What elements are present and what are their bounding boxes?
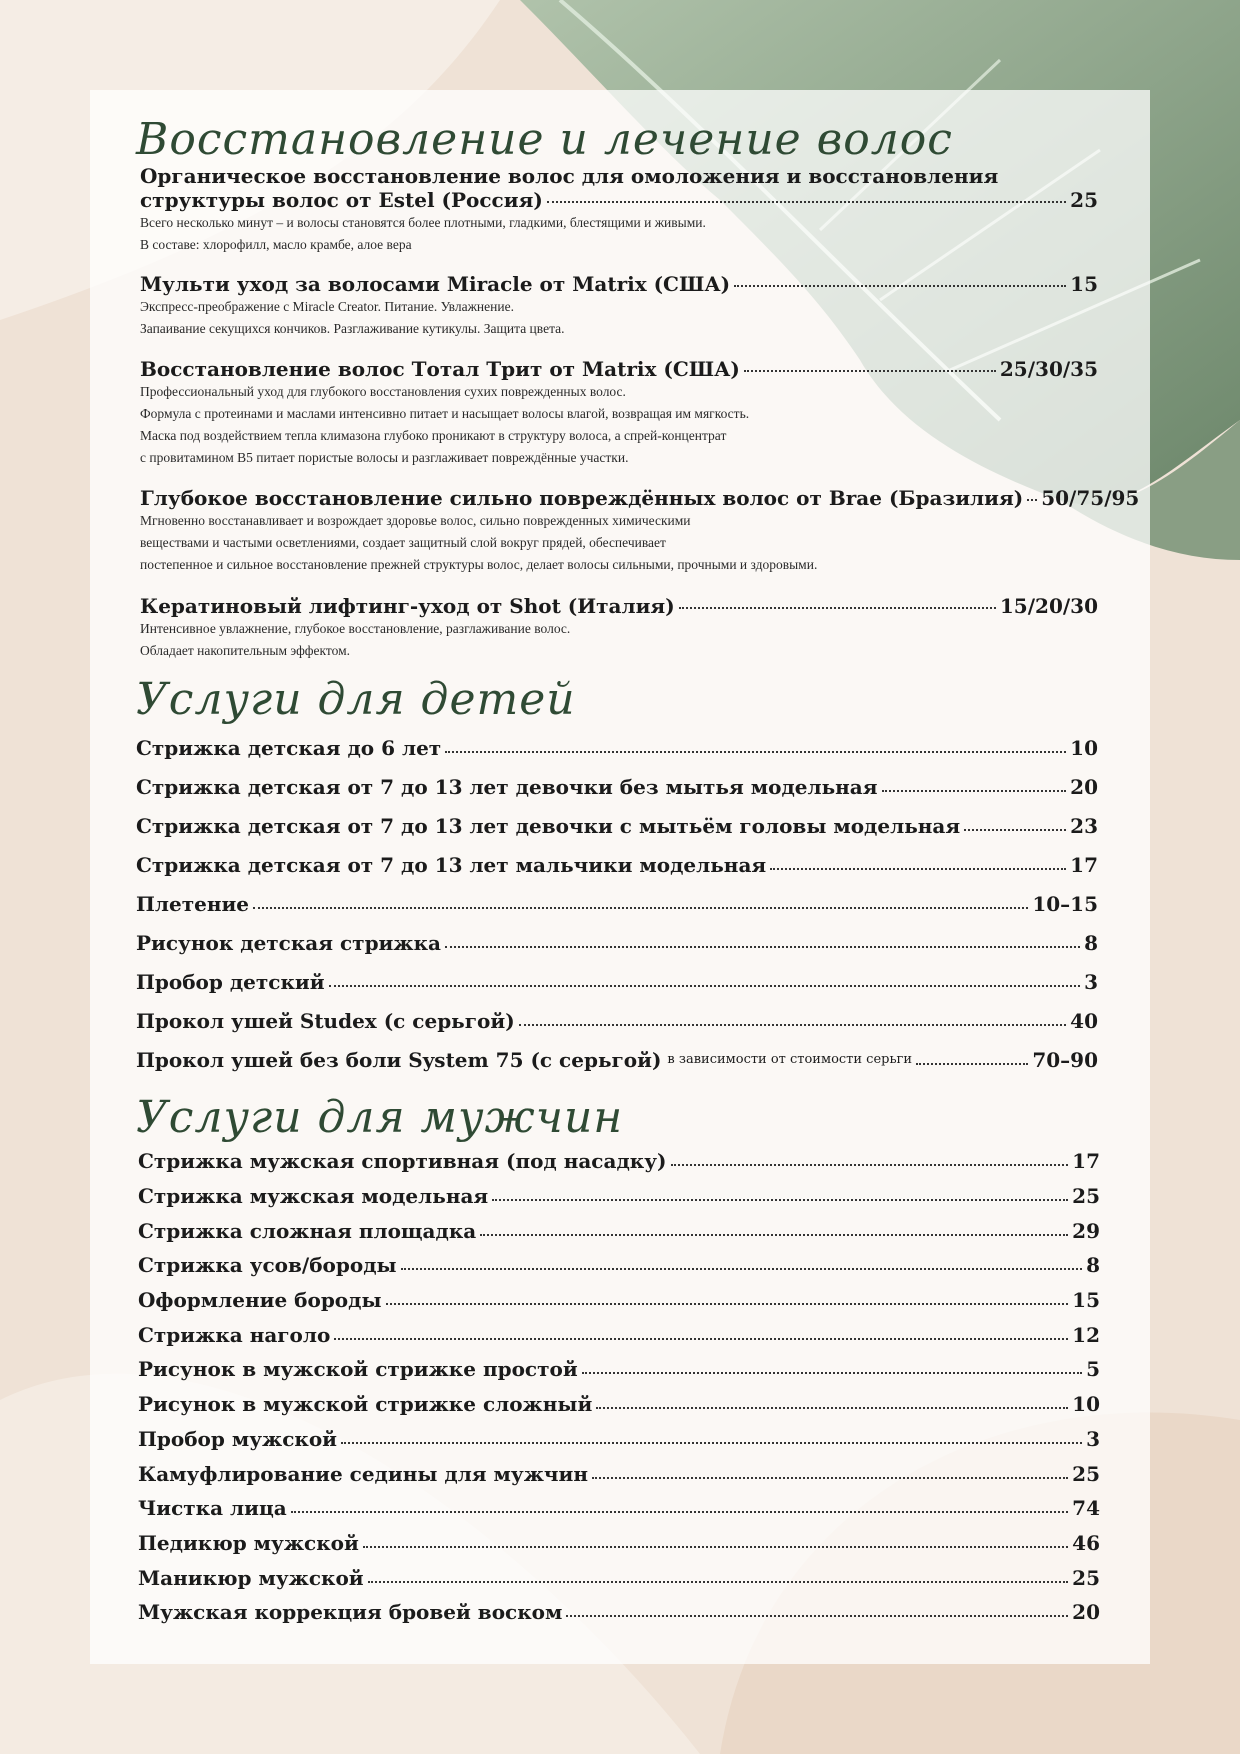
service-description: Обладает накопительным эффектом. <box>140 643 351 658</box>
dot-leader <box>329 985 1081 987</box>
service-price: 10 <box>1070 735 1098 760</box>
service-price: 46 <box>1072 1530 1100 1555</box>
service-price: 25 <box>1070 188 1098 212</box>
price-row <box>136 767 1098 806</box>
dot-leader <box>734 285 1066 287</box>
price-row <box>136 845 1098 884</box>
service-description: В составе: хлорофилл, масло крамбе, алое вера <box>140 237 412 252</box>
service-row <box>140 486 1140 510</box>
service-description: постепенное и сильное восстановление прежней структуры волос, делает волосы сильными, прочными и здоровыми. <box>140 557 818 572</box>
price-row <box>138 1387 1100 1422</box>
service-name: Прокол ушей Studex (с серьгой) <box>136 1008 515 1033</box>
dot-leader <box>582 1372 1082 1374</box>
men-price-list <box>138 1144 1100 1630</box>
price-row <box>138 1283 1100 1318</box>
service-item <box>140 594 1098 662</box>
service-description: Запаивание секущихся кончиков. Разглаживание кутикулы. Защита цвета. <box>140 321 565 336</box>
price-row <box>138 1491 1100 1526</box>
service-price: 8 <box>1084 930 1098 955</box>
service-name: Педикюр мужской <box>138 1530 359 1555</box>
service-item <box>140 486 1140 576</box>
service-name: структуры волос от Estel (Россия) <box>140 188 543 212</box>
service-price: 15 <box>1070 272 1098 296</box>
section-title-men: Услуги для мужчин <box>136 1092 624 1143</box>
service-name: Чистка лица <box>138 1496 287 1521</box>
service-name: Рисунок детская стрижка <box>136 930 441 955</box>
price-row <box>138 1595 1100 1630</box>
dot-leader <box>363 1546 1068 1548</box>
price-row <box>136 806 1098 845</box>
service-price: 50/75/95 <box>1041 486 1140 510</box>
service-description: Мгновенно восстанавливает и возрождает здоровье волос, сильно поврежденных химическими <box>140 513 691 528</box>
service-name: Оформление бороды <box>138 1288 382 1313</box>
dot-leader <box>480 1234 1068 1236</box>
service-price: 15 <box>1072 1288 1100 1313</box>
service-name: Стрижка детская от 7 до 13 лет девочки без мытья модельная <box>136 774 878 799</box>
service-price: 3 <box>1086 1426 1100 1451</box>
service-name: Мульти уход за волосами Miracle от Matrix (США) <box>140 272 731 296</box>
dot-leader <box>547 201 1066 203</box>
service-name-line1: Органическое восстановление волос для омоложения и восстановления <box>140 164 999 188</box>
service-item <box>140 357 1098 469</box>
dot-leader <box>744 370 996 372</box>
price-row <box>138 1248 1100 1283</box>
service-item <box>140 164 1098 256</box>
service-price: 17 <box>1070 852 1098 877</box>
dot-leader <box>445 946 1080 948</box>
dot-leader <box>253 907 1028 909</box>
service-description: Экспресс-преображение с Miracle Creator. Питание. Увлажнение. <box>140 299 514 314</box>
price-row <box>136 923 1098 962</box>
service-description: Профессиональный уход для глубокого восстановления сухих поврежденных волос. <box>140 384 626 399</box>
price-row <box>138 1144 1100 1179</box>
section-title-restoration: Восстановление и лечение волос <box>136 114 953 165</box>
service-name: Стрижка усов/бороды <box>138 1253 397 1278</box>
service-row <box>140 188 1098 212</box>
service-price: 5 <box>1086 1357 1100 1382</box>
service-name: Маникюр мужской <box>138 1565 364 1590</box>
service-price: 29 <box>1072 1218 1100 1243</box>
service-name: Восстановление волос Тотал Трит от Matrix (США) <box>140 357 740 381</box>
service-name: Стрижка наголо <box>138 1322 331 1347</box>
service-name: Прокол ушей без боли System 75 (с серьгой) <box>136 1047 662 1072</box>
service-name: Кератиновый лифтинг-уход от Shot (Италия) <box>140 594 675 618</box>
service-name: Стрижка детская от 7 до 13 лет девочки с мытьём головы модельная <box>136 813 961 838</box>
dot-leader <box>368 1581 1069 1583</box>
price-row <box>136 1040 1098 1079</box>
service-description: Интенсивное увлажнение, глубокое восстановление, разглаживание волос. <box>140 621 571 636</box>
service-price: 25 <box>1072 1565 1100 1590</box>
service-price: 25/30/35 <box>999 357 1098 381</box>
service-price: 25 <box>1072 1461 1100 1486</box>
service-name: Стрижка детская от 7 до 13 лет мальчики модельная <box>136 852 767 877</box>
price-row <box>136 1001 1098 1040</box>
service-item <box>140 272 1098 340</box>
dot-leader <box>671 1164 1069 1166</box>
price-row <box>136 962 1098 1001</box>
service-description: Формула с протеинами и маслами интенсивно питает и насыщает волосы влагой, возвращая им мягкость. <box>140 406 750 421</box>
dot-leader <box>445 751 1066 753</box>
service-name: Мужская коррекция бровей воском <box>138 1600 563 1625</box>
price-row <box>136 728 1098 767</box>
service-price: 70–90 <box>1032 1047 1098 1072</box>
service-price: 74 <box>1072 1496 1100 1521</box>
service-name: Пробор детский <box>136 969 325 994</box>
service-price: 10 <box>1072 1392 1100 1417</box>
service-name: Стрижка мужская модельная <box>138 1184 489 1209</box>
service-price: 40 <box>1070 1008 1098 1033</box>
service-name: Стрижка детская до 6 лет <box>136 735 442 760</box>
service-price: 10–15 <box>1032 891 1098 916</box>
section-title-kids: Услуги для детей <box>136 674 576 725</box>
service-description: с провитамином B5 питает пористые волосы и разглаживает повреждённые участки. <box>140 450 629 465</box>
service-row <box>140 594 1098 618</box>
price-row <box>138 1422 1100 1457</box>
dot-leader <box>916 1063 1028 1065</box>
service-price: 20 <box>1072 1600 1100 1625</box>
price-row <box>138 1526 1100 1561</box>
price-row <box>138 1213 1100 1248</box>
dot-leader <box>519 1024 1067 1026</box>
service-price: 20 <box>1070 774 1098 799</box>
service-price: 17 <box>1072 1149 1100 1174</box>
price-row <box>138 1560 1100 1595</box>
service-name: Стрижка мужская спортивная (под насадку) <box>138 1149 667 1174</box>
service-name: Рисунок в мужской стрижке сложный <box>138 1392 593 1417</box>
dot-leader <box>882 790 1067 792</box>
service-description: Всего несколько минут – и волосы становятся более плотными, гладкими, блестящими и живыми. <box>140 215 706 230</box>
dot-leader <box>401 1268 1082 1270</box>
dot-leader <box>592 1477 1068 1479</box>
dot-leader <box>1027 499 1037 501</box>
service-note: в зависимости от стоимости серьги <box>667 1051 913 1067</box>
dot-leader <box>566 1615 1068 1617</box>
dot-leader <box>341 1442 1082 1444</box>
dot-leader <box>492 1199 1068 1201</box>
service-price: 25 <box>1072 1184 1100 1209</box>
dot-leader <box>679 607 996 609</box>
service-price: 23 <box>1070 813 1098 838</box>
service-name: Стрижка сложная площадка <box>138 1218 477 1243</box>
service-name: Глубокое восстановление сильно повреждённых волос от Brae (Бразилия) <box>140 486 1024 510</box>
kids-price-list <box>136 728 1098 1079</box>
dot-leader <box>770 868 1066 870</box>
service-name: Пробор мужской <box>138 1426 338 1451</box>
service-name: Камуфлирование седины для мужчин <box>138 1461 589 1486</box>
service-price: 8 <box>1086 1253 1100 1278</box>
dot-leader <box>596 1407 1068 1409</box>
service-price: 12 <box>1072 1322 1100 1347</box>
service-name: Плетение <box>136 891 250 916</box>
dot-leader <box>386 1303 1069 1305</box>
service-row <box>140 272 1098 296</box>
price-row <box>138 1456 1100 1491</box>
service-description: веществами и частыми осветлениями, создает защитный слой вокруг прядей, обеспечивает <box>140 535 666 550</box>
dot-leader <box>964 829 1066 831</box>
dot-leader <box>291 1511 1068 1513</box>
service-price: 15/20/30 <box>999 594 1098 618</box>
dot-leader <box>334 1338 1068 1340</box>
service-row <box>140 357 1098 381</box>
service-description: Маска под воздействием тепла климазона глубоко проникают в структуру волоса, а спрей-концентрат <box>140 428 727 443</box>
service-price: 3 <box>1084 969 1098 994</box>
price-row <box>138 1179 1100 1214</box>
price-row <box>138 1352 1100 1387</box>
price-row <box>138 1317 1100 1352</box>
price-row <box>136 884 1098 923</box>
service-name: Рисунок в мужской стрижке простой <box>138 1357 578 1382</box>
